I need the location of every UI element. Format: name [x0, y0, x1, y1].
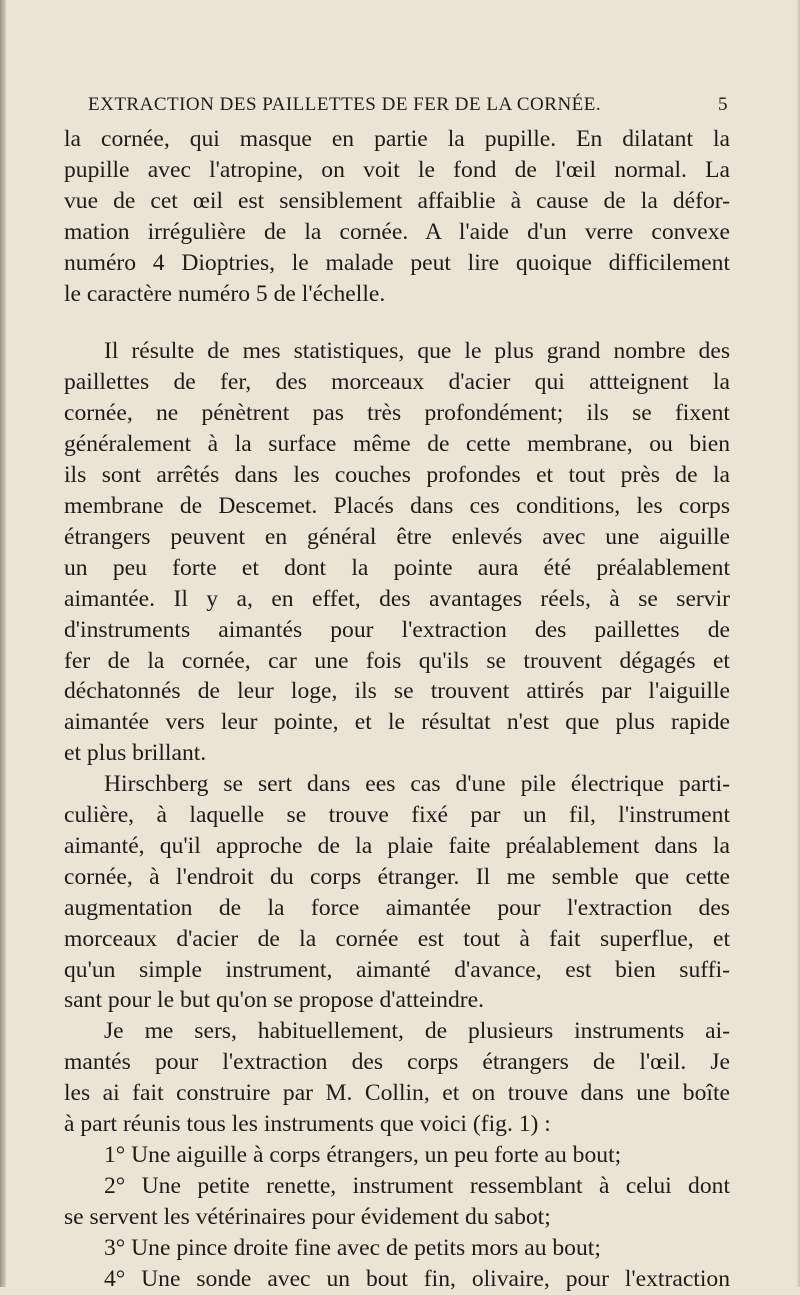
text-line: mation irrégulière de la cornée. A l'aide d'un verre convexe — [64, 218, 730, 245]
paragraph-continuation — [64, 124, 730, 309]
text-line: généralement à la surface même de cette membrane, ou bien — [64, 431, 730, 458]
text-line: à part réunis tous les instruments que voici (fig. 1) : — [64, 1111, 551, 1138]
text-line: déchatonnés de leur loge, ils se trouvent attirés par l'aiguille — [64, 678, 730, 705]
list-item: 4° Une sonde avec un bout fin, olivaire, pour l'extraction — [104, 1265, 730, 1292]
text-line: pupille avec l'atropine, on voit le fond de l'œil normal. La — [64, 156, 730, 183]
text-line: fer de la cornée, car une fois qu'ils se trouvent dégagés et — [64, 647, 730, 674]
text-line: aimanté, qu'il approche de la plaie faite préalablement dans la — [64, 832, 730, 859]
text-line: numéro 4 Dioptries, le malade peut lire quoique difficilement — [64, 249, 730, 276]
text-line: le caractère numéro 5 de l'échelle. — [64, 280, 386, 307]
text-line: augmentation de la force aimantée pour l'extraction des — [64, 894, 730, 921]
text-line: un peu forte et dont la pointe aura été préalablement — [64, 554, 730, 581]
instrument-list — [64, 1140, 730, 1295]
text-line: sant pour le but qu'on se propose d'atteindre. — [64, 987, 484, 1014]
paragraph-gap — [64, 309, 730, 336]
page-binding-edge — [0, 0, 6, 1287]
running-header — [88, 94, 728, 116]
text-line: la cornée, qui masque en partie la pupille. En dilatant la — [64, 126, 730, 152]
running-title: EXTRACTION DES PAILLETTES DE FER DE LA CORNÉE. — [88, 94, 602, 115]
text-line: membrane de Descemet. Placés dans ces conditions, les corps — [64, 492, 730, 519]
text-line: Il résulte de mes statistiques, que le plus grand nombre des — [104, 338, 730, 365]
text-line: culière, à laquelle se trouve fixé par un fil, l'instrument — [64, 802, 730, 829]
text-line: cornée, à l'endroit du corps étranger. Il me semble que cette — [64, 863, 730, 890]
text-line: les ai fait construire par M. Collin, et on trouve dans une boîte — [64, 1080, 730, 1107]
paragraph-instruments — [64, 1016, 730, 1140]
list-item: 1° Une aiguille à corps étrangers, un peu forte au bout; — [104, 1142, 622, 1168]
text-line: d'instruments aimantés pour l'extraction des paillettes de — [64, 616, 730, 643]
page-number: 5 — [718, 94, 728, 115]
list-item: 2° Une petite renette, instrument ressemblant à celui dont — [104, 1172, 730, 1199]
paragraph-hirschberg — [64, 769, 730, 1016]
text-line: et plus brillant. — [64, 740, 207, 767]
text-line: aimantée. Il y a, en effet, des avantages réels, à se servir — [64, 585, 730, 612]
text-line: cornée, ne pénètrent pas très profondément; ils se fixent — [64, 400, 730, 427]
text-line: Je me sers, habituellement, de plusieurs instruments ai- — [104, 1018, 730, 1045]
text-line: Hirschberg se sert dans ees cas d'une pile électrique parti- — [104, 771, 730, 798]
page-right-edge — [796, 0, 800, 1287]
text-line: paillettes de fer, des morceaux d'acier qui attteignent la — [64, 369, 730, 396]
text-line: vue de cet œil est sensiblement affaiblie à cause de la défor- — [64, 187, 730, 214]
text-line: étrangers peuvent en général être enlevés avec une aiguille — [64, 523, 730, 550]
list-item-continuation: se servent les vétérinaires pour évidement du sabot; — [64, 1203, 551, 1230]
text-line: qu'un simple instrument, aimanté d'avance, est bien suffi- — [64, 956, 730, 983]
text-line: mantés pour l'extraction des corps étrangers de l'œil. Je — [64, 1049, 730, 1076]
list-item: 3° Une pince droite fine avec de petits mors au bout; — [104, 1234, 601, 1261]
text-line: ils sont arrêtés dans les couches profondes et tout près de la — [64, 462, 730, 489]
text-line: aimantée vers leur pointe, et le résultat n'est que plus rapide — [64, 709, 730, 736]
text-line: morceaux d'acier de la cornée est tout à fait superflue, et — [64, 925, 730, 952]
paragraph-statistics — [64, 336, 730, 769]
body-text — [64, 124, 730, 1295]
